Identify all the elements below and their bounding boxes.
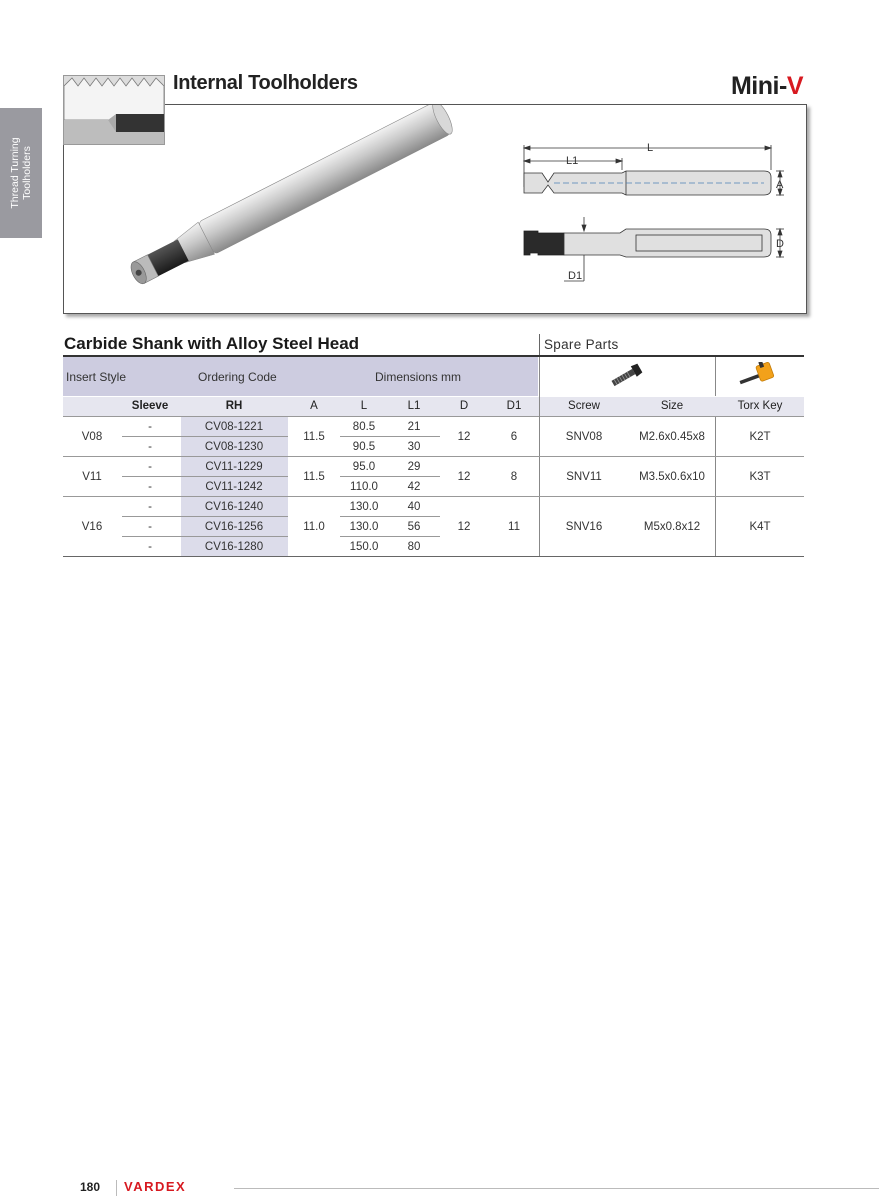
l1-cell: 42 (407, 481, 421, 493)
d-cell: 12 (457, 471, 471, 483)
page-number: 180 (80, 1180, 101, 1194)
brand-prefix: Mini- (730, 72, 787, 100)
size-cell: M3.5x0.6x10 (639, 471, 705, 483)
row-divider-v11-a (122, 476, 288, 477)
vardex-logo: VARDEX (124, 1179, 187, 1194)
a-cell: 11.5 (303, 431, 325, 443)
arrow-L1-left (524, 159, 530, 163)
header-insert-style: Insert Style (66, 370, 127, 384)
diagram-label-D: D (776, 238, 784, 250)
torx-key-cell: K2T (749, 431, 771, 443)
l-cell: 150.0 (349, 541, 379, 553)
screw-cell: SNV11 (566, 471, 602, 483)
insert-style-v08: V08 (81, 431, 103, 443)
col-size: Size (660, 400, 684, 412)
l-cell: 130.0 (349, 521, 379, 533)
side-tab-label (9, 137, 33, 208)
diagram-label-D1: D1 (568, 270, 583, 282)
l1-cell: 40 (407, 501, 421, 513)
col-screw: Screw (568, 400, 600, 412)
header-ordering-code: Ordering Code (198, 370, 277, 384)
l-cell: 90.5 (352, 441, 376, 453)
a-cell: 11.5 (303, 471, 325, 483)
section-title: Carbide Shank with Alloy Steel Head (64, 334, 360, 353)
side-tab-line-1: Thread Turning (9, 137, 21, 209)
sleeve-cell: - (148, 421, 152, 433)
row-divider-v08-a (122, 436, 288, 437)
diagram-label-L: L (647, 142, 654, 154)
l-cell: 130.0 (349, 501, 379, 513)
col-a: A (310, 400, 318, 412)
col-l: L (360, 400, 368, 412)
l1-cell: 29 (407, 461, 421, 473)
row-divider-v11-b (340, 476, 440, 477)
column-header-row (63, 397, 804, 417)
a-cell: 11.0 (303, 521, 325, 533)
footer-rule (234, 1188, 879, 1189)
table-bottom-rule (63, 556, 804, 557)
d1-cell: 11 (508, 521, 520, 533)
screw-cell: SNV08 (565, 431, 603, 443)
row-divider-v16-d (340, 536, 440, 537)
d-cell: 12 (457, 431, 471, 443)
l1-cell: 21 (407, 421, 421, 433)
col-rh: RH (225, 400, 243, 412)
thread-thumbnail (63, 75, 165, 145)
brand-title (731, 72, 803, 101)
rh-code-cell: CV16-1280 (204, 541, 264, 553)
row-divider-v16-a (122, 516, 288, 517)
rh-code-cell: CV16-1240 (204, 501, 264, 513)
header-dimensions: Dimensions mm (375, 370, 462, 384)
screw-icon (605, 362, 647, 395)
rh-code-cell: CV16-1256 (204, 521, 264, 533)
l1-cell: 80 (407, 541, 421, 553)
d-cell: 12 (457, 521, 471, 533)
sleeve-cell: - (148, 481, 152, 493)
group-divider-1 (63, 456, 804, 457)
col-d1: D1 (506, 400, 522, 412)
spare-icon-divider (715, 357, 716, 396)
spare-parts-title: Spare Parts (544, 337, 619, 352)
d1-cell: 8 (510, 471, 518, 483)
sleeve-cell: - (148, 501, 152, 513)
rh-code-cell: CV11-1229 (205, 461, 263, 473)
d1-cell: 6 (510, 431, 518, 443)
arrow-L-right (765, 146, 771, 150)
insert-style-v16: V16 (81, 521, 103, 533)
col-d: D (459, 400, 469, 412)
torx-key-cell: K3T (749, 471, 771, 483)
row-divider-v16-b (340, 516, 440, 517)
row-divider-v16-c (122, 536, 288, 537)
sleeve-cell: - (148, 541, 152, 553)
col-sleeve: Sleeve (131, 400, 169, 412)
brand-suffix: V (786, 72, 803, 100)
arrow-L1-right (616, 159, 622, 163)
arrow-L-left (524, 146, 530, 150)
table-header-band (63, 357, 538, 396)
page-title: Internal Toolholders (173, 72, 358, 94)
side-tab-line-2: Toolholders (21, 146, 33, 200)
l1-cell: 30 (407, 441, 421, 453)
rh-code-cell: CV11-1242 (205, 481, 263, 493)
l-cell: 80.5 (352, 421, 376, 433)
l-cell: 110.0 (350, 481, 378, 493)
torx-column-divider (715, 417, 716, 556)
row-divider-v08-b (340, 436, 440, 437)
sleeve-cell: - (148, 461, 152, 473)
figure-frame (63, 104, 807, 314)
screw-cell: SNV16 (565, 521, 603, 533)
torx-key-cell: K4T (749, 521, 771, 533)
sleeve-cell: - (148, 441, 152, 453)
size-cell: M2.6x0.45x8 (639, 431, 705, 443)
rh-code-cell: CV08-1221 (204, 421, 264, 433)
l1-cell: 56 (407, 521, 421, 533)
l-cell: 95.0 (352, 461, 376, 473)
diagram-label-L1: L1 (566, 155, 579, 167)
col-torx-key: Torx Key (737, 400, 783, 412)
col-l1: L1 (407, 400, 421, 412)
dimension-drawing (64, 105, 806, 313)
insert-style-v11: V11 (82, 471, 102, 483)
footer-separator (116, 1180, 117, 1196)
rh-code-cell: CV08-1230 (204, 441, 264, 453)
diagram-label-A: A (776, 179, 784, 191)
size-cell: M5x0.8x12 (643, 521, 701, 533)
group-divider-2 (63, 496, 804, 497)
spare-parts-divider (539, 334, 540, 356)
torx-key-icon (737, 362, 781, 395)
side-tab (0, 108, 42, 238)
sleeve-cell: - (148, 521, 152, 533)
